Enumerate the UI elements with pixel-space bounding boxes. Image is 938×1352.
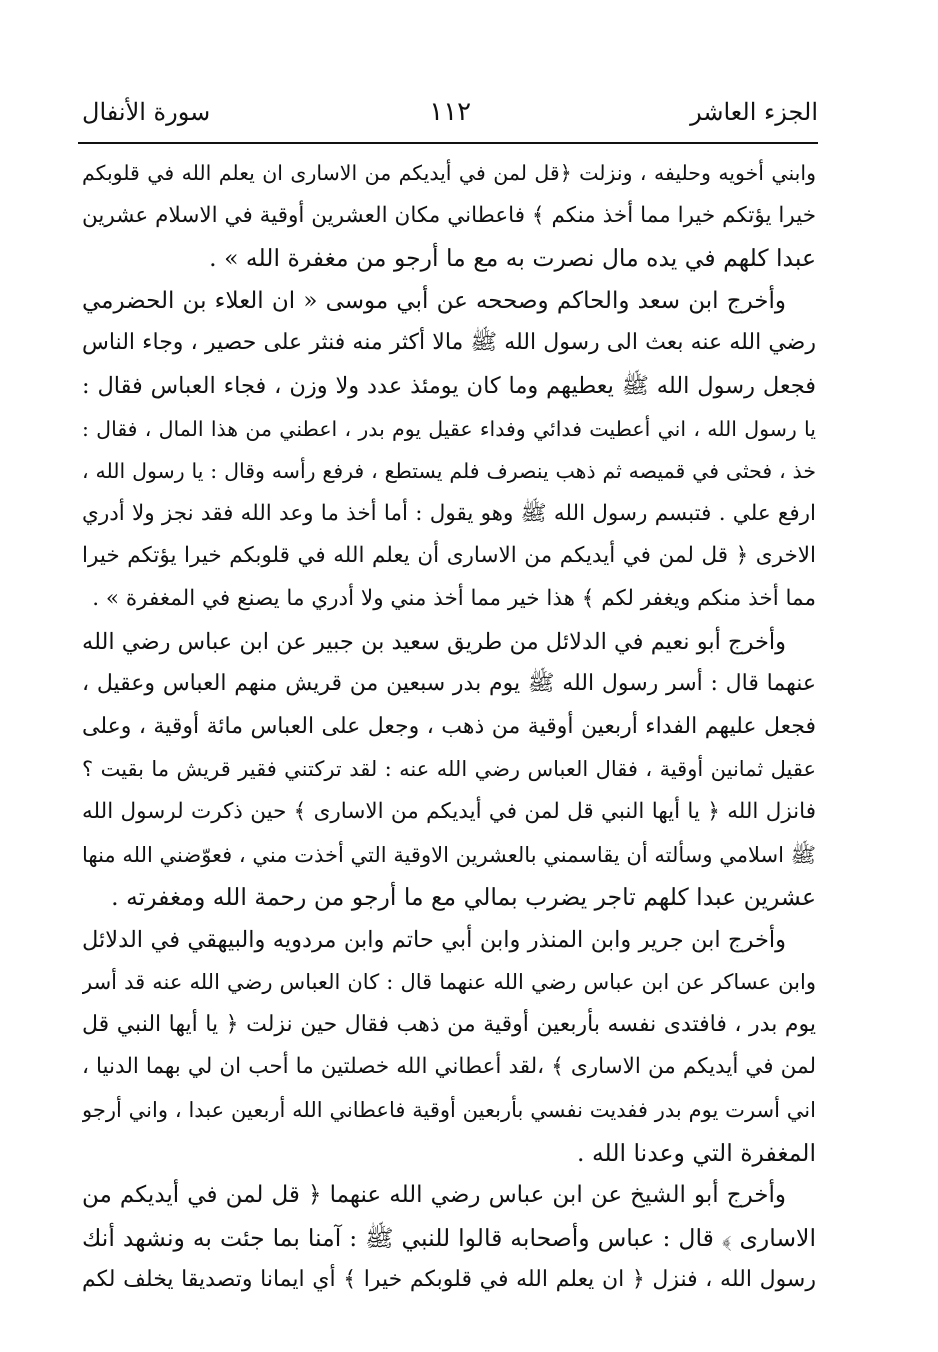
text-line: ارفع علي . فتبسم رسول الله ﷺ وهو يقول : أما أخذ ما وعد الله فقد نجز ولا أدري xyxy=(82,500,816,526)
text-line: لمن في أيديكم من الاسارى ﴾ ،لقد أعطاني الله خصلتين ما أحب ان لي بهما الدنيا ، xyxy=(82,1054,816,1080)
page-header xyxy=(82,88,818,136)
text-line: ﷺ اسلامي وسألته أن يقاسمني بالعشرين الاوقية التي أخذت مني ، فعوّضني الله منها xyxy=(82,842,816,867)
volume-label: الجزء العاشر xyxy=(690,98,818,126)
text-line: الاسارى ﴾ قال : عباس وأصحابه قالوا للنبي ﷺ : آمنا بما جئت به ونشهد أنك xyxy=(82,1223,816,1252)
text-line: مما أخذ منكم ويغفر لكم ﴾ هذا خير مما أخذ مني ولا أدري ما يصنع في المغفرة » . xyxy=(92,585,816,611)
text-line: وأخرج أبو نعيم في الدلائل من طريق سعيد بن جبير عن ابن عباس رضي الله xyxy=(82,628,786,655)
text-line: خذ ، فحثى في قميصه ثم ذهب ينصرف فلم يستطع ، فرفع رأسه وقال : يا رسول الله ، xyxy=(82,459,816,484)
text-line: وأخرج أبو الشيخ عن ابن عباس رضي الله عنهما ﴿ قل لمن في أيديكم من xyxy=(82,1182,786,1209)
text-line: عنهما قال : أسر رسول الله ﷺ يوم بدر سبعين من قريش منهم العباس وعقيل ، xyxy=(82,671,816,697)
text-line: وأخرج ابن جرير وابن المنذر وابن أبي حاتم وابن مردويه والبيهقي في الدلائل xyxy=(82,926,786,953)
text-line: يوم بدر ، فافتدى نفسه بأربعين أوقية من ذهب فقال حين نزلت ﴿ يا أيها النبي قل xyxy=(82,1011,816,1037)
text-line: المغفرة التي وعدنا الله . xyxy=(577,1138,816,1167)
text-line: فجعل رسول الله ﷺ يعطيهم وما كان يومئذ عدد ولا وزن ، فجاء العباس فقال : xyxy=(82,372,816,399)
text-line: رسول الله ، فنزل ﴿ ان يعلم الله في قلوبكم خيرا ﴾ أي ايمانا وتصديقا يخلف لكم xyxy=(82,1267,816,1293)
text-line: الاخرى ﴿ قل لمن في أيديكم من الاسارى أن يعلم الله في قلوبكم خيرا يؤتكم خيرا xyxy=(82,543,816,569)
text-line: فانزل الله ﴿ يا أيها النبي قل لمن في أيديكم من الاسارى ﴾ حين ذكرت لرسول الله xyxy=(82,798,816,824)
surah-label: سورة الأنفال xyxy=(82,98,211,126)
text-line: خيرا يؤتكم خيرا مما أخذ منكم ﴾ فاعطاني مكان العشرين أوقية في الاسلام عشرين xyxy=(82,202,816,228)
text-line: فجعل عليهم الفداء أربعين أوقية من ذهب ، وجعل على العباس مائة أوقية ، وعلى xyxy=(82,713,816,739)
text-line: رضي الله عنه بعث الى رسول الله ﷺ مالا أكثر منه فنثر على حصير ، وجاء الناس xyxy=(82,330,816,356)
header-divider xyxy=(78,142,818,144)
text-line: وابني أخويه وحليفه ، ونزلت ﴿قل لمن في أيديكم من الاسارى ان يعلم الله في قلوبكم xyxy=(82,161,816,185)
text-line: وأخرج ابن سعد والحاكم وصححه عن أبي موسى « ان العلاء بن الحضرمي xyxy=(82,287,786,314)
text-line: عقيل ثمانين أوقية ، فقال العباس رضي الله عنه : لقد تركتني فقير قريش ما بقيت ؟ xyxy=(82,757,816,782)
text-line: عشرين عبدا كلهم تاجر يضرب بمالي مع ما أرجو من رحمة الله ومغفرته . xyxy=(111,883,816,912)
text-line: عبدا كلهم في يده مال نصرت به مع ما أرجو من مغفرة الله » . xyxy=(209,244,816,273)
page-body-text xyxy=(82,152,816,1302)
page-number: ١١٢ xyxy=(429,97,472,127)
text-line: يا رسول الله ، اني أعطيت فدائي وفداء عقيل يوم بدر ، اعطني من هذا المال ، فقال : xyxy=(82,416,816,441)
text-line: وابن عساكر عن ابن عباس رضي الله عنهما قال : كان العباس رضي الله عنه قد أسر xyxy=(82,970,816,995)
text-line: اني أسرت يوم بدر ففديت نفسي بأربعين أوقية فاعطاني الله أربعين عبدا ، واني أرجو xyxy=(82,1098,816,1123)
